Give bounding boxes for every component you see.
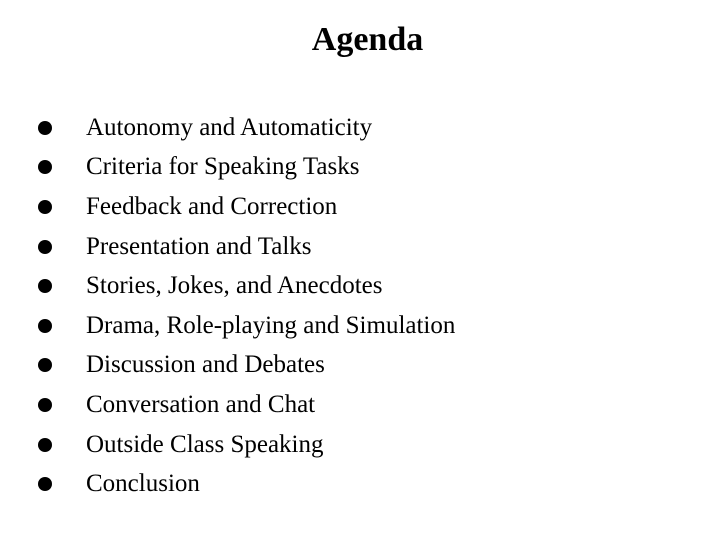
bullet-icon — [38, 398, 52, 412]
list-item — [30, 108, 455, 148]
list-item — [30, 306, 455, 346]
bullet-icon — [38, 438, 52, 452]
bullet-icon — [38, 477, 52, 491]
bullet-icon — [38, 200, 52, 214]
list-item — [30, 464, 455, 504]
list-item-label: Stories, Jokes, and Anecdotes — [86, 272, 383, 300]
list-item — [30, 266, 455, 306]
bullet-icon — [38, 160, 52, 174]
list-item — [30, 425, 455, 465]
list-item — [30, 385, 455, 425]
list-item-label: Presentation and Talks — [86, 232, 312, 260]
list-item-label: Autonomy and Automaticity — [86, 113, 373, 141]
bullet-icon — [38, 240, 52, 254]
bullet-icon — [38, 121, 52, 135]
slide-title: Agenda — [311, 21, 424, 58]
list-item-label: Discussion and Debates — [86, 351, 325, 379]
list-item-label: Feedback and Correction — [86, 192, 338, 220]
list-item — [30, 148, 455, 188]
list-item-label: Criteria for Speaking Tasks — [86, 153, 360, 181]
list-item-label: Drama, Role-playing and Simulation — [86, 311, 456, 339]
list-item-label: Outside Class Speaking — [86, 430, 324, 458]
list-item — [30, 227, 455, 267]
list-item — [30, 346, 455, 386]
bullet-icon — [38, 358, 52, 372]
bullet-icon — [38, 279, 52, 293]
list-item — [30, 187, 455, 227]
agenda-list — [30, 108, 455, 504]
list-item-label: Conclusion — [86, 470, 200, 498]
list-item-label: Conversation and Chat — [86, 390, 316, 418]
bullet-icon — [38, 319, 52, 333]
